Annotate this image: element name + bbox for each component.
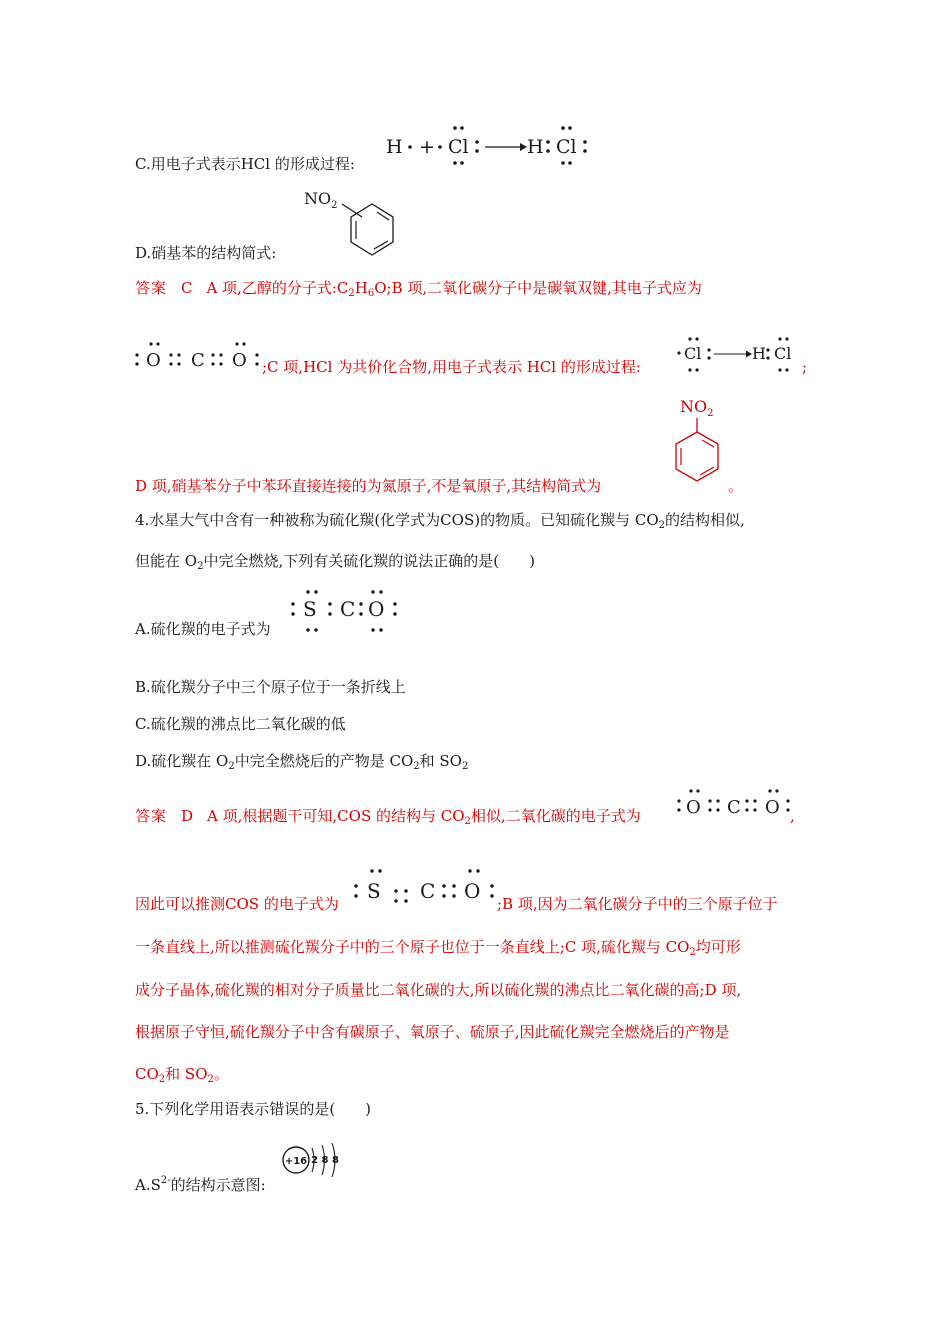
svg-text:O: O [368, 597, 385, 621]
svg-text:C: C [727, 797, 741, 818]
svg-text:NO2: $NO_2$ [304, 189, 338, 211]
option-4a: A.硫化羰的电子式为 [135, 620, 271, 638]
cl-symbol: Cl [448, 136, 469, 158]
answer-3-line2-end: ; [802, 358, 808, 376]
plus-symbol: + [419, 136, 435, 158]
option-label: D.硝基苯的结构简式: [135, 244, 277, 262]
co2-electron-formula-2 [674, 786, 794, 826]
svg-text:NO2: $NO_2$ [680, 397, 714, 419]
svg-text:O: O [146, 350, 161, 371]
svg-text:Cl: Cl [774, 344, 792, 363]
hcl-formation-formula [380, 120, 600, 170]
question-5-stem: 5.下列化学用语表示错误的是( ) [135, 1100, 372, 1118]
benzene-ring [351, 204, 393, 255]
option-label: C.用电子式表示HCl 的形成过程: [135, 155, 355, 173]
answer-4-line3: 一条直线上,所以推测硫化羰分子中的三个原子也位于一条直线上;C 项,硫化羰与 $CO_2$均可形 [135, 938, 741, 958]
shell-electrons: 2 8 8 [311, 1155, 339, 1166]
sulfide-ion-structure-diagram [280, 1140, 350, 1184]
answer-4-line1: 答案 D A 项,根据题干可知,COS 的结构与 $CO_2$相似,二氧化碳的电子式为 [135, 807, 641, 827]
cos-electron-formula-wrong [288, 586, 403, 636]
svg-text:C: C [420, 879, 436, 903]
option-4c: C.硫化羰的沸点比二氧化碳的低 [135, 715, 346, 733]
svg-text:C: C [191, 350, 205, 371]
answer-3-line2: ;C 项,HCl 为共价化合物,用电子式表示 HCl 的形成过程: [262, 358, 641, 376]
answer-3-line1: 答案 C A 项,乙醇的分子式$:C_2H_6O;B$ 项,二氧化碳分子中是碳氧双键,其电子式应为 [135, 279, 702, 299]
answer-4-line5: 根据原子守恒,硫化羰分子中含有碳原子、氧原子、硫原子,因此硫化羰完全燃烧后的产物是 [135, 1023, 730, 1041]
answer-4-line2: 因此可以推测COS 的电子式为 [135, 895, 339, 913]
hcl-covalent-formula [670, 334, 808, 378]
cos-electron-formula-correct [350, 864, 498, 916]
question-4-stem-line2: 但能在 $O_2$中完全燃烧,下列有关硫化羰的说法正确的是( ) [135, 552, 535, 572]
answer-4-line2-end: ;B 项,因为二氧化碳分子中的三个原子位于 [497, 895, 778, 913]
cl-symbol: Cl [556, 136, 577, 158]
answer-4-line6: $CO_2$和 $SO_2$。 [135, 1065, 229, 1085]
svg-text:O: O [232, 350, 247, 371]
electron-dot [438, 145, 442, 149]
svg-text:O: O [464, 879, 481, 903]
h-symbol: H [386, 136, 403, 158]
option-d-nitrobenzene [135, 242, 276, 264]
answer-3-line3: D 项,硝基苯分子中苯环直接连接的为氮原子,不是氧原子,其结构简式为 [135, 477, 602, 495]
svg-text:C: C [340, 597, 356, 621]
svg-text:H: H [752, 344, 766, 363]
svg-text:S: S [367, 879, 381, 903]
svg-text:Cl: Cl [684, 344, 702, 363]
co2-electron-formula [133, 338, 263, 378]
nitrobenzene-answer-structure [662, 394, 734, 494]
answer-4-line1-tail: , [790, 807, 795, 825]
option-c-hcl [135, 153, 355, 175]
answer-4-line4: 成分子晶体,硫化羰的相对分子质量比二氧化碳的大,所以硫化羰的沸点比二氧化碳的高;D 项, [135, 981, 742, 999]
electron-dot [408, 145, 412, 149]
svg-text:+16: +16 [284, 1156, 308, 1167]
svg-text:S: S [303, 597, 317, 621]
question-4-stem-line1: 4.水星大气中含有一种被称为硫化羰(化学式为COS)的物质。已知硫化羰与 $CO_2$的结构相似, [135, 511, 745, 531]
option-4d: D.硫化羰在 $O_2$中完全燃烧后的产物是 $CO_2$和 $SO_2$ [135, 752, 469, 772]
svg-text:O: O [765, 797, 780, 818]
svg-text:O: O [686, 797, 701, 818]
nitrobenzene-structure [300, 184, 400, 274]
answer-3-line3-end: 。 [728, 477, 744, 495]
h-symbol: H [527, 136, 544, 158]
option-5a: $A.S^{2-}$的结构示意图: [135, 1175, 266, 1194]
option-4b: B.硫化羰分子中三个原子位于一条折线上 [135, 678, 406, 696]
